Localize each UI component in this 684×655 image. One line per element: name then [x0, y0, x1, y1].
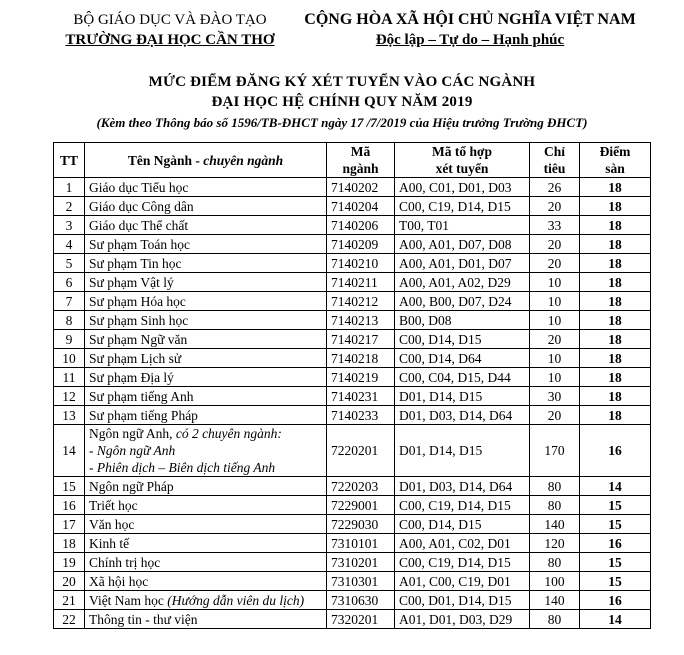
table-row: [54, 368, 651, 387]
university-name: TRƯỜNG ĐẠI HỌC CẦN THƠ: [65, 32, 275, 48]
header-score: [580, 143, 651, 178]
cell-code: 7140211: [327, 273, 395, 292]
cell-tt: 20: [54, 572, 85, 591]
header-code: [327, 143, 395, 178]
table-row: [54, 515, 651, 534]
cell-combo: C00, C19, D14, D15: [395, 197, 530, 216]
cell-score: 18: [580, 387, 651, 406]
cell-tt: 3: [54, 216, 85, 235]
cell-name: Kinh tế: [85, 534, 327, 553]
cell-code: 7140204: [327, 197, 395, 216]
cell-name: Thông tin - thư viện: [85, 610, 327, 629]
cell-name: Sư phạm Địa lý: [85, 368, 327, 387]
cell-tt: 4: [54, 235, 85, 254]
cell-score: 14: [580, 477, 651, 496]
cell-score: 15: [580, 572, 651, 591]
table-body: [54, 178, 651, 629]
table-row: [54, 349, 651, 368]
cell-code: 7310301: [327, 572, 395, 591]
cell-combo: C00, C19, D14, D15: [395, 496, 530, 515]
table-row: [54, 330, 651, 349]
cell-combo: C00, C19, D14, D15: [395, 553, 530, 572]
cell-score: 18: [580, 311, 651, 330]
cell-name: Sư phạm Ngữ văn: [85, 330, 327, 349]
table-row: [54, 273, 651, 292]
document-title-block: [0, 72, 684, 133]
cell-name: Sư phạm Lịch sử: [85, 349, 327, 368]
document-subtitle: (Kèm theo Thông báo số 1596/TB-ĐHCT ngày 17 /7/2019 của Hiệu trưởng Trường ĐHCT): [96, 115, 588, 130]
cell-name: Văn học: [85, 515, 327, 534]
cell-quota: 20: [530, 330, 580, 349]
table-row: [54, 572, 651, 591]
cell-score: 18: [580, 273, 651, 292]
cell-tt: 17: [54, 515, 85, 534]
cell-combo: A00, A01, D01, D07: [395, 254, 530, 273]
document-title-line2: ĐẠI HỌC HỆ CHÍNH QUY NĂM 2019: [211, 94, 473, 110]
cell-code: 7140233: [327, 406, 395, 425]
cell-code: 7140206: [327, 216, 395, 235]
cell-code: 7140212: [327, 292, 395, 311]
table-row: [54, 425, 651, 477]
cell-name-sub2: - Phiên dịch – Biên dịch tiếng Anh: [89, 460, 276, 475]
cell-quota: 80: [530, 477, 580, 496]
cell-quota: 120: [530, 534, 580, 553]
cell-combo: C00, D14, D15: [395, 515, 530, 534]
cell-quota: 80: [530, 553, 580, 572]
cell-code: 7229030: [327, 515, 395, 534]
cell-combo: C00, D14, D15: [395, 330, 530, 349]
cell-code: 7140219: [327, 368, 395, 387]
admission-score-table: [53, 142, 651, 629]
cell-quota: 80: [530, 610, 580, 629]
cell-quota: 10: [530, 292, 580, 311]
table-row: [54, 197, 651, 216]
header-combo-line2: xét tuyển: [435, 161, 489, 176]
cell-tt: 21: [54, 591, 85, 610]
cell-tt: 14: [54, 425, 85, 477]
table-row: [54, 591, 651, 610]
cell-combo: A00, A01, D07, D08: [395, 235, 530, 254]
table-row: [54, 178, 651, 197]
cell-score: 18: [580, 254, 651, 273]
cell-quota: 33: [530, 216, 580, 235]
cell-code: 7140213: [327, 311, 395, 330]
country-name: CỘNG HÒA XÃ HỘI CHỦ NGHĨA VIỆT NAM: [304, 11, 636, 28]
header-score-line2: sàn: [605, 161, 625, 176]
cell-code: 7140209: [327, 235, 395, 254]
cell-name: Ngôn ngữ Pháp: [85, 477, 327, 496]
table-row: [54, 387, 651, 406]
cell-score: 18: [580, 368, 651, 387]
cell-name-italic: có 2 chuyên ngành:: [175, 426, 282, 441]
table-row: [54, 534, 651, 553]
table-row: [54, 496, 651, 515]
cell-name: Sư phạm tiếng Pháp: [85, 406, 327, 425]
cell-name-plain: Việt Nam học: [89, 592, 168, 608]
cell-name: Chính trị học: [85, 553, 327, 572]
cell-combo: A01, C00, C19, D01: [395, 572, 530, 591]
cell-quota: 10: [530, 368, 580, 387]
cell-tt: 5: [54, 254, 85, 273]
header-quota: [530, 143, 580, 178]
cell-name-sub1: - Ngôn ngữ Anh: [89, 443, 176, 458]
cell-quota: 170: [530, 425, 580, 477]
cell-combo: A01, D01, D03, D29: [395, 610, 530, 629]
cell-code: 7310630: [327, 591, 395, 610]
cell-combo: A00, C01, D01, D03: [395, 178, 530, 197]
cell-code: 7310101: [327, 534, 395, 553]
cell-quota: 10: [530, 273, 580, 292]
cell-name: [85, 425, 327, 477]
cell-name: Giáo dục Tiểu học: [85, 178, 327, 197]
cell-tt: 11: [54, 368, 85, 387]
cell-quota: 26: [530, 178, 580, 197]
cell-tt: 2: [54, 197, 85, 216]
cell-code: 7140218: [327, 349, 395, 368]
header-quota-line1: Chỉ: [543, 144, 565, 159]
cell-tt: 15: [54, 477, 85, 496]
table-row: [54, 311, 651, 330]
cell-combo: D01, D03, D14, D64: [395, 477, 530, 496]
cell-name: Giáo dục Công dân: [85, 197, 327, 216]
table-row: [54, 406, 651, 425]
header-code-line1: Mã: [350, 144, 371, 159]
cell-name-italic: (Hướng dẫn viên du lịch): [167, 592, 305, 608]
cell-score: 18: [580, 406, 651, 425]
cell-quota: 100: [530, 572, 580, 591]
ministry-name: BỘ GIÁO DỤC VÀ ĐÀO TẠO: [73, 12, 267, 28]
document-title: MỨC ĐIỂM ĐĂNG KÝ XÉT TUYỂN VÀO CÁC NGÀNH: [148, 74, 536, 90]
header-tt: [54, 143, 85, 178]
document-header: [0, 10, 684, 56]
cell-combo: C00, D14, D64: [395, 349, 530, 368]
cell-combo: B00, D08: [395, 311, 530, 330]
cell-name-line1: [89, 425, 322, 442]
national-motto: Độc lập – Tự do – Hạnh phúc: [375, 32, 565, 48]
cell-name: Sư phạm Toán học: [85, 235, 327, 254]
cell-combo: D01, D14, D15: [395, 387, 530, 406]
header-name: [85, 143, 327, 178]
cell-quota: 140: [530, 591, 580, 610]
cell-quota: 30: [530, 387, 580, 406]
cell-score: 16: [580, 591, 651, 610]
cell-score: 18: [580, 349, 651, 368]
table-row: [54, 292, 651, 311]
cell-combo: D01, D14, D15: [395, 425, 530, 477]
cell-tt: 6: [54, 273, 85, 292]
cell-score: 15: [580, 553, 651, 572]
cell-name: Triết học: [85, 496, 327, 515]
table-row: [54, 254, 651, 273]
header-score-line1: Điểm: [599, 144, 631, 159]
header-combo: [395, 143, 530, 178]
table-header-row: [54, 143, 651, 178]
cell-tt: 19: [54, 553, 85, 572]
header-name-label: Tên Ngành -: [127, 152, 204, 168]
cell-name: Sư phạm Tin học: [85, 254, 327, 273]
cell-score: 18: [580, 292, 651, 311]
cell-name: Sư phạm Sinh học: [85, 311, 327, 330]
cell-name: Sư phạm Hóa học: [85, 292, 327, 311]
cell-quota: 20: [530, 406, 580, 425]
table-row: [54, 216, 651, 235]
cell-tt: 16: [54, 496, 85, 515]
header-quota-line2: tiêu: [543, 161, 566, 176]
cell-quota: 80: [530, 496, 580, 515]
header-tt-label: TT: [59, 152, 78, 168]
cell-name-plain: Ngôn ngữ Anh,: [89, 426, 176, 441]
cell-combo: A00, B00, D07, D24: [395, 292, 530, 311]
cell-quota: 20: [530, 235, 580, 254]
cell-score: 15: [580, 515, 651, 534]
cell-quota: 20: [530, 197, 580, 216]
table-row: [54, 477, 651, 496]
cell-tt: 9: [54, 330, 85, 349]
cell-code: 7320201: [327, 610, 395, 629]
cell-code: 7310201: [327, 553, 395, 572]
cell-tt: 18: [54, 534, 85, 553]
cell-name: Sư phạm Vật lý: [85, 273, 327, 292]
cell-combo: A00, A01, C02, D01: [395, 534, 530, 553]
cell-quota: 10: [530, 349, 580, 368]
cell-score: 18: [580, 178, 651, 197]
cell-score: 14: [580, 610, 651, 629]
cell-code: 7220201: [327, 425, 395, 477]
cell-combo: C00, C04, D15, D44: [395, 368, 530, 387]
cell-quota: 20: [530, 254, 580, 273]
header-code-line2: ngành: [342, 161, 379, 176]
cell-code: 7220203: [327, 477, 395, 496]
cell-combo: D01, D03, D14, D64: [395, 406, 530, 425]
cell-score: 18: [580, 330, 651, 349]
cell-name: [85, 591, 327, 610]
cell-name: Xã hội học: [85, 572, 327, 591]
cell-quota: 140: [530, 515, 580, 534]
cell-code: 7229001: [327, 496, 395, 515]
cell-tt: 7: [54, 292, 85, 311]
cell-tt: 12: [54, 387, 85, 406]
cell-score: 15: [580, 496, 651, 515]
table-row: [54, 610, 651, 629]
cell-combo: T00, T01: [395, 216, 530, 235]
cell-tt: 22: [54, 610, 85, 629]
cell-tt: 8: [54, 311, 85, 330]
cell-quota: 10: [530, 311, 580, 330]
table-row: [54, 553, 651, 572]
cell-score: 18: [580, 235, 651, 254]
cell-code: 7140210: [327, 254, 395, 273]
cell-tt: 1: [54, 178, 85, 197]
cell-score: 16: [580, 534, 651, 553]
cell-code: 7140217: [327, 330, 395, 349]
cell-name: Giáo dục Thể chất: [85, 216, 327, 235]
cell-code: 7140202: [327, 178, 395, 197]
issuer-block: [50, 10, 290, 50]
header-name-italic: chuyên ngành: [203, 152, 284, 168]
cell-combo: C00, D01, D14, D15: [395, 591, 530, 610]
national-motto-block: [300, 10, 640, 50]
table-row: [54, 235, 651, 254]
cell-tt: 13: [54, 406, 85, 425]
cell-tt: 10: [54, 349, 85, 368]
header-combo-line1: Mã tổ hợp: [432, 144, 492, 159]
cell-score: 18: [580, 197, 651, 216]
cell-score: 16: [580, 425, 651, 477]
cell-score: 18: [580, 216, 651, 235]
cell-code: 7140231: [327, 387, 395, 406]
cell-combo: A00, A01, A02, D29: [395, 273, 530, 292]
cell-name: Sư phạm tiếng Anh: [85, 387, 327, 406]
